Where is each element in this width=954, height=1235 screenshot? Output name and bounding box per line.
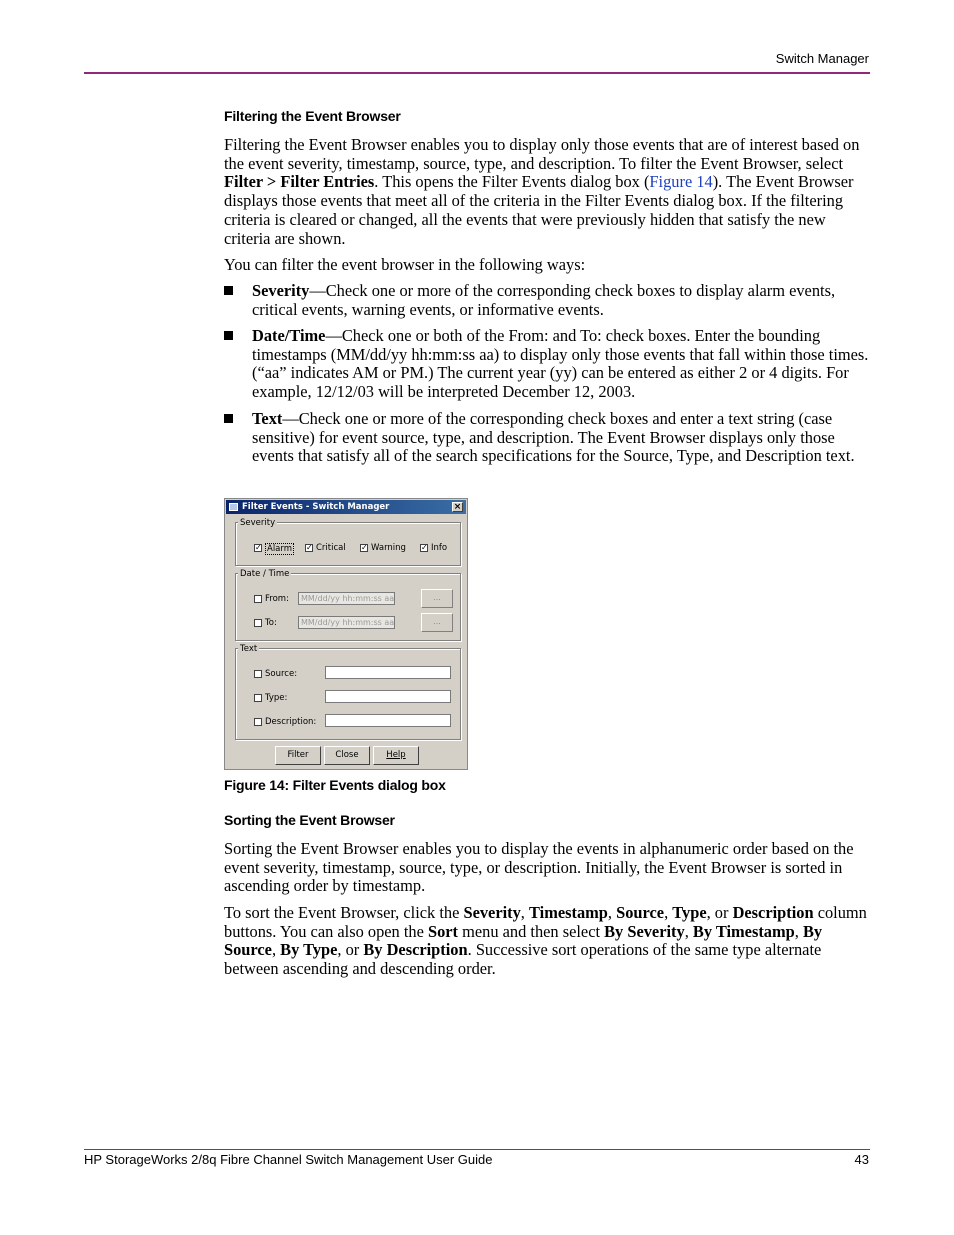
date-time-group-label: Date / Time	[240, 569, 290, 579]
footer-rule	[84, 1149, 870, 1150]
alarm-checkbox[interactable]: ✓	[255, 543, 262, 552]
sorting-paragraph-2	[224, 904, 870, 979]
to-label: To:	[265, 618, 277, 628]
bullet-term: Date/Time	[252, 326, 326, 345]
warning-label: Warning	[371, 543, 406, 553]
from-label: From:	[265, 594, 289, 604]
from-checkbox[interactable]	[254, 595, 262, 603]
to-date-picker-button[interactable]: ...	[421, 613, 453, 632]
from-timestamp-field[interactable]: MM/dd/yy hh:mm:ss aa	[298, 592, 395, 605]
page-number: 43	[854, 1152, 869, 1167]
to-checkbox[interactable]	[254, 619, 262, 627]
ui-term: Type	[672, 903, 707, 922]
filtering-paragraph-1	[224, 136, 870, 248]
filter-events-dialog	[224, 498, 468, 770]
filtering-paragraph-2: You can filter the event browser in the following ways:	[224, 255, 586, 274]
footer-title: HP StorageWorks 2/8q Fibre Channel Switch Management User Guide	[84, 1152, 493, 1167]
ui-term: Source	[616, 903, 665, 922]
from-date-picker-button[interactable]: ...	[421, 589, 453, 608]
bullet-text: —Check one or both of the From: and To: check boxes. Enter the bounding timestamps (MM/dd/yy hh:mm:ss aa) to display only those events that fall within those times. (“aa” indicates AM or PM.) The current year (yy) can be entered as either 2 or 4 digits. For example, 12/12/03 will be interpreted December 12, 2003.	[252, 326, 869, 402]
para-text: ,	[271, 940, 281, 960]
bullet-text: —Check one or more of the corresponding check boxes and enter a text string (case sensitive) for event source, type, and description. The Event Browser displays only those events that satisfy all of the search specifications for the Source, Type, and Description text.	[252, 409, 855, 466]
type-checkbox[interactable]	[254, 694, 262, 702]
source-checkbox[interactable]	[254, 670, 262, 678]
ui-term: By Type	[280, 940, 338, 960]
type-label: Type:	[265, 693, 288, 703]
para-text: ,	[607, 903, 617, 922]
source-text-field[interactable]	[325, 666, 451, 679]
para-text: , or	[706, 903, 733, 922]
bullet-term: Severity	[252, 281, 310, 300]
para-text: column buttons. You can also open the	[224, 903, 867, 941]
para-text: To sort the Event Browser, click the	[224, 903, 464, 922]
source-label: Source:	[265, 669, 298, 679]
para-text: menu and then select	[458, 921, 605, 941]
bullet-term: Text	[252, 409, 283, 428]
critical-label: Critical	[316, 543, 346, 553]
filter-button[interactable]: Filter	[275, 746, 321, 765]
warning-checkbox[interactable]: ✓	[361, 543, 368, 552]
running-header: Switch Manager	[775, 51, 869, 66]
para-text: . This opens the Filter Events dialog box (	[374, 172, 650, 192]
ui-term: By Description	[363, 940, 468, 960]
para-text: ). The Event Browser displays those events that meet all of the criteria in the Filter Events dialog box. If the filtering criteria is cleared or changed, all the events that were previously hidden that satisfy the new criteria are shown.	[224, 172, 854, 248]
help-button[interactable]: Help	[373, 746, 419, 765]
sorting-paragraph-1: Sorting the Event Browser enables you to display the events in alphanumeric order based on the event severity, timestamp, source, type, or description. Initially, the Event Browser is sorted in ascending order by timestamp.	[224, 839, 854, 896]
info-checkbox[interactable]: ✓	[421, 543, 428, 552]
bullet-text: —Check one or more of the corresponding check boxes to display alarm events, critical events, warning events, or informative events.	[252, 281, 836, 319]
severity-group-label: Severity	[240, 518, 276, 528]
ui-term: By Severity	[604, 921, 685, 941]
description-text-field[interactable]	[325, 714, 451, 727]
ui-term: Description	[732, 903, 814, 922]
para-text: ,	[794, 921, 803, 941]
para-text: Filtering the Event Browser enables you to display only those events that are of interest based on the event severity, timestamp, source, type, and description. To filter the Event Browser, select	[224, 135, 860, 173]
menu-path: Filter > Filter Entries	[224, 172, 375, 192]
header-rule	[84, 72, 870, 74]
para-text: . Successive sort operations of the same type alternate between ascending and descending order.	[224, 940, 822, 979]
ui-term: By Timestamp	[692, 921, 795, 941]
figure-caption: Figure 14: Filter Events dialog box	[224, 777, 446, 793]
filtering-heading: Filtering the Event Browser	[224, 108, 401, 124]
text-group-label: Text	[240, 644, 258, 654]
type-text-field[interactable]	[325, 690, 451, 703]
para-text: ,	[684, 921, 693, 941]
para-text: ,	[664, 903, 673, 922]
critical-checkbox[interactable]: ✓	[306, 543, 313, 552]
bullet-marker	[224, 286, 233, 295]
to-timestamp-field[interactable]: MM/dd/yy hh:mm:ss aa	[298, 616, 395, 629]
info-label: Info	[431, 543, 448, 553]
alarm-label: Alarm	[267, 544, 293, 554]
bullet-marker	[224, 331, 233, 340]
app-icon	[229, 503, 238, 511]
para-text: ,	[520, 903, 529, 922]
bullet-marker	[224, 414, 233, 423]
para-text: , or	[337, 940, 364, 960]
description-checkbox[interactable]	[254, 718, 262, 726]
ui-term: Sort	[427, 921, 459, 941]
figure-14-link[interactable]: Figure 14	[649, 172, 713, 192]
dialog-title: Filter Events - Switch Manager	[242, 502, 390, 512]
ui-term: By Source	[224, 921, 823, 960]
sorting-heading: Sorting the Event Browser	[224, 812, 395, 828]
close-button[interactable]: Close	[324, 746, 370, 765]
close-icon[interactable]: ×	[453, 502, 462, 512]
description-label: Description:	[265, 717, 317, 727]
dialog-title-bar[interactable]	[226, 500, 466, 514]
ui-term: Timestamp	[529, 903, 608, 922]
ui-term: Severity	[463, 903, 521, 922]
